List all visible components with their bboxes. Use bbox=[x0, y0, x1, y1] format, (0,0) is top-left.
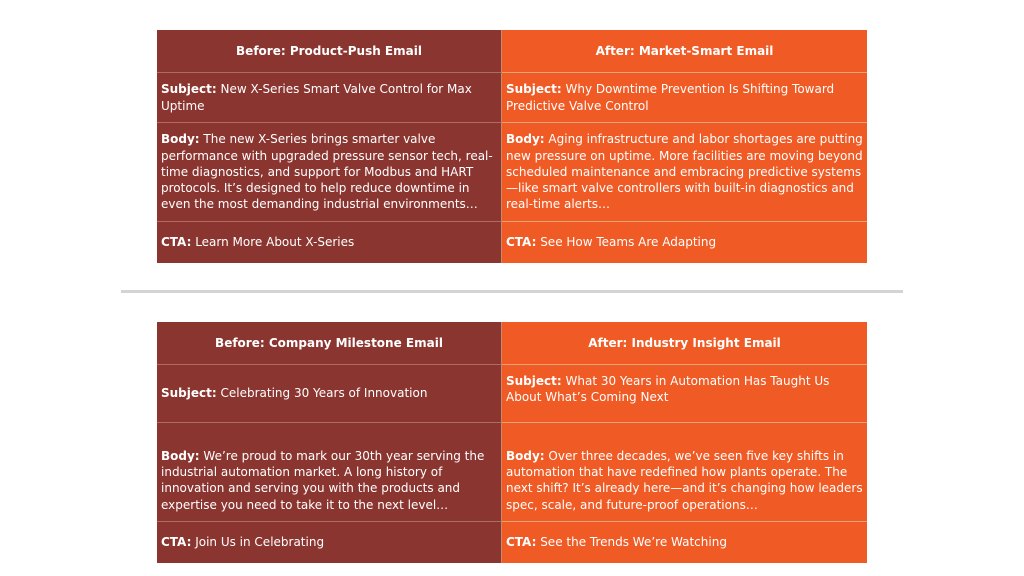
cta-text: See the Trends We’re Watching bbox=[536, 535, 727, 550]
cta-label: CTA: bbox=[161, 535, 192, 550]
before-cta-cell bbox=[157, 221, 502, 263]
subject-label: Subject: bbox=[161, 82, 217, 97]
after-header: After: Market-Smart Email bbox=[502, 30, 867, 72]
after-cta-cell bbox=[502, 221, 867, 263]
comparison-table-1 bbox=[157, 30, 867, 263]
comparison-table-2 bbox=[157, 322, 867, 563]
subject-text: Celebrating 30 Years of Innovation bbox=[216, 386, 428, 401]
after-header: After: Industry Insight Email bbox=[502, 322, 867, 364]
before-header: Before: Company Milestone Email bbox=[157, 322, 502, 364]
body-text: Aging infrastructure and labor shortages are putting new pressure on uptime. More facilities are moving beyond scheduled maintenance and embracing predictive systems—like smart valve controllers with built-in diagnostics and real-time alerts… bbox=[506, 132, 863, 212]
subject-text: Why Downtime Prevention Is Shifting Toward Predictive Valve Control bbox=[506, 82, 835, 113]
subject-label: Subject: bbox=[506, 82, 562, 97]
subject-text: New X-Series Smart Valve Control for Max Uptime bbox=[161, 82, 472, 113]
before-header: Before: Product-Push Email bbox=[157, 30, 502, 72]
before-body-cell bbox=[157, 422, 502, 521]
subject-label: Subject: bbox=[161, 386, 217, 401]
body-text: We’re proud to mark our 30th year serving the industrial automation market. A long history of innovation and serving you with the products and expertise you need to take it to the next level… bbox=[161, 448, 485, 512]
after-cta-cell bbox=[502, 521, 867, 563]
subject-text: What 30 Years in Automation Has Taught Us About What’s Coming Next bbox=[506, 374, 830, 405]
cta-label: CTA: bbox=[506, 535, 537, 550]
cta-label: CTA: bbox=[506, 235, 537, 250]
after-body-cell bbox=[502, 422, 867, 521]
section-divider bbox=[121, 290, 903, 293]
cta-label: CTA: bbox=[161, 235, 192, 250]
body-label: Body: bbox=[506, 132, 545, 147]
subject-label: Subject: bbox=[506, 374, 562, 388]
before-body-cell bbox=[157, 122, 502, 221]
cta-text: See How Teams Are Adapting bbox=[536, 235, 717, 250]
before-subject-cell bbox=[157, 72, 502, 122]
body-text: The new X-Series brings smarter valve performance with upgraded pressure sensor tech, real-time diagnostics, and support for Modbus and HART protocols. It’s designed to help reduce downtime in even the most demanding industrial environments… bbox=[161, 132, 493, 212]
cta-text: Learn More About X-Series bbox=[191, 235, 355, 250]
body-text: Over three decades, we’ve seen five key shifts in automation that have redefined how plants operate. The next shift? It’s already here—and it’s changing how leaders spec, scale, and future-proof operations… bbox=[506, 448, 863, 512]
before-subject-cell bbox=[157, 364, 502, 422]
after-subject-cell bbox=[502, 364, 867, 422]
body-label: Body: bbox=[506, 448, 545, 463]
body-label: Body: bbox=[161, 448, 200, 463]
body-label: Body: bbox=[161, 132, 200, 147]
cta-text: Join Us in Celebrating bbox=[191, 535, 325, 550]
after-body-cell bbox=[502, 122, 867, 221]
after-subject-cell bbox=[502, 72, 867, 122]
before-cta-cell bbox=[157, 521, 502, 563]
